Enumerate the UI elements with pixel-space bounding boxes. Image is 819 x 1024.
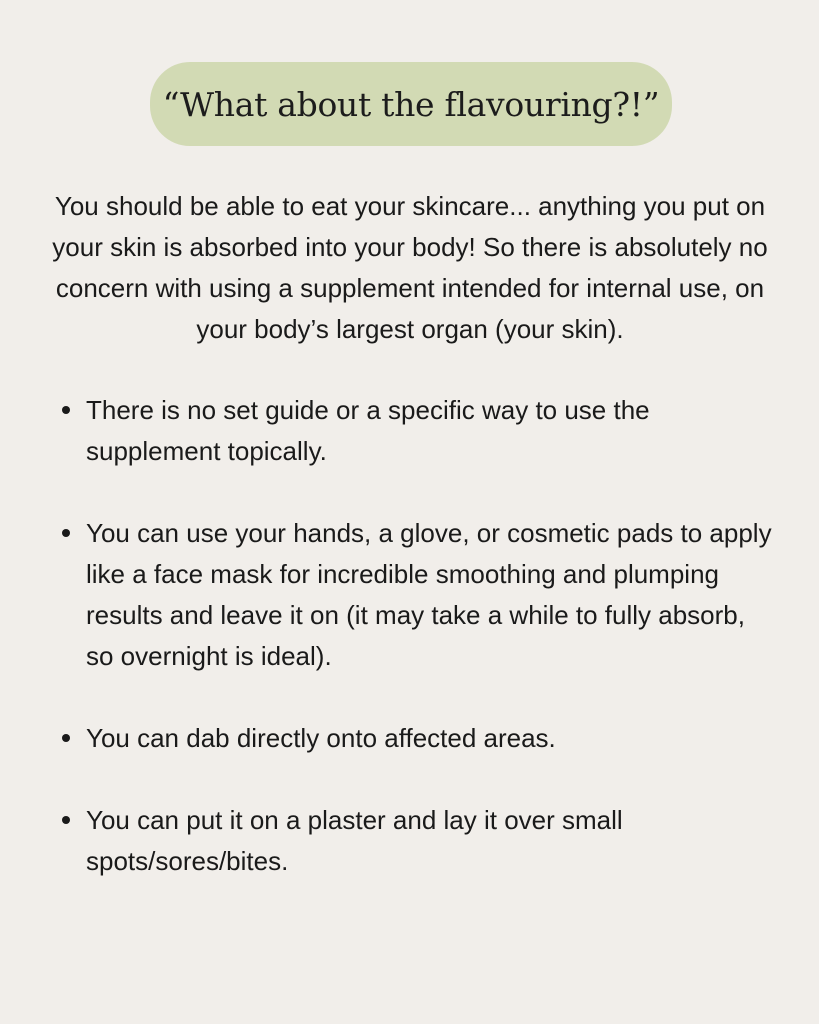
- list-item-text: You can dab directly onto affected areas.: [86, 723, 556, 753]
- title-pill: [150, 62, 672, 146]
- bullet-icon: [62, 406, 70, 414]
- list-item: [58, 800, 778, 882]
- intro-paragraph: You should be able to eat your skincare... anything you put on your skin is absorbed into your body! So there is absolutely no concern with using a supplement intended for internal use, on your body’s largest organ (your skin).: [52, 191, 768, 344]
- bullet-icon: [62, 529, 70, 537]
- list-item-text: There is no set guide or a specific way to use the supplement topically.: [86, 395, 650, 466]
- bullet-icon: [62, 734, 70, 742]
- list-item-text: You can use your hands, a glove, or cosmetic pads to apply like a face mask for incredible smoothing and plumping results and leave it on (it may take a while to fully absorb, so overnight is ideal).: [86, 518, 772, 671]
- list-item: [58, 718, 778, 759]
- bullet-icon: [62, 816, 70, 824]
- page-title: “What about the flavouring?!”: [162, 84, 660, 124]
- usage-list: [58, 390, 778, 923]
- list-item-text: You can put it on a plaster and lay it over small spots/sores/bites.: [86, 805, 623, 876]
- list-item: [58, 513, 778, 677]
- list-item: [58, 390, 778, 472]
